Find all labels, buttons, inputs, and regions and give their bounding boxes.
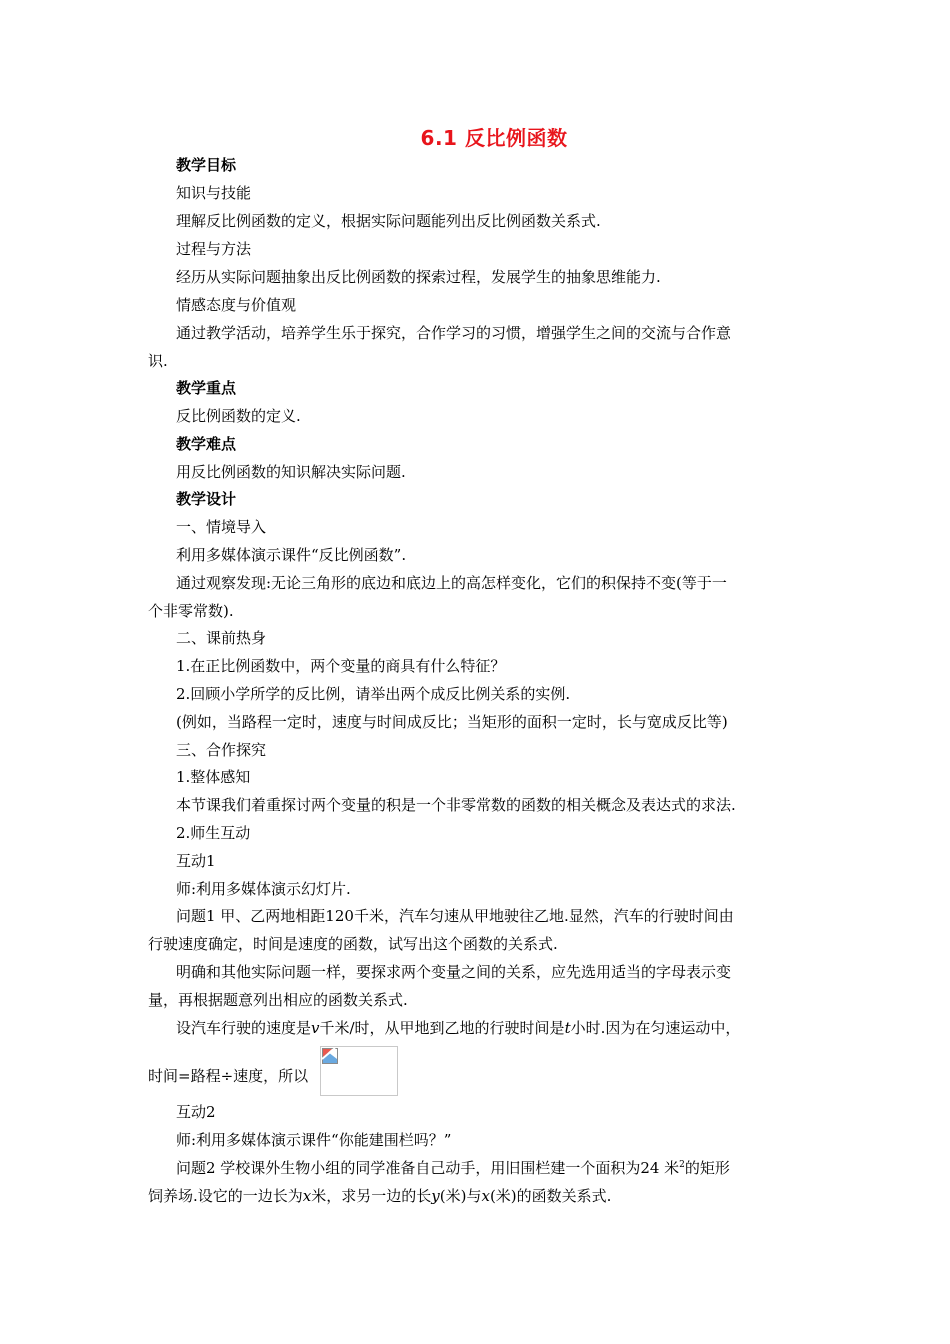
- heading-teaching-focus: 教学重点: [176, 379, 237, 397]
- page-title: 6.1 反比例函数: [420, 126, 568, 150]
- paragraph-continuation: [148, 1186, 611, 1206]
- paragraph: 理解反比例函数的定义，根据实际问题能列出反比例函数关系式.: [176, 212, 601, 230]
- text-run: 饲养场.设它的一边长为: [148, 1187, 303, 1205]
- section-heading: 二、课前热身: [176, 629, 267, 647]
- subheading-knowledge-skills: 知识与技能: [176, 184, 252, 202]
- variable-t: t: [564, 1019, 571, 1037]
- text-run: (米)的函数关系式.: [489, 1187, 612, 1205]
- paragraph: 通过教学活动，培养学生乐于探究，合作学习的习惯，增强学生之间的交流与合作意: [176, 324, 732, 342]
- section-heading: 三、合作探究: [176, 741, 267, 759]
- list-item: 1.整体感知: [176, 768, 251, 786]
- paragraph: 用反比例函数的知识解决实际问题.: [176, 463, 406, 481]
- subheading: 互动2: [176, 1103, 216, 1121]
- variable-x: x: [481, 1187, 490, 1205]
- heading-teaching-difficulty: 教学难点: [176, 435, 237, 453]
- paragraph: (例如，当路程一定时，速度与时间成反比；当矩形的面积一定时，长与宽成反比等): [176, 713, 728, 731]
- paragraph: 经历从实际问题抽象出反比例函数的探索过程，发展学生的抽象思维能力.: [176, 268, 661, 286]
- section-heading: 一、情境导入: [176, 518, 267, 536]
- variable-x: x: [302, 1187, 312, 1205]
- paragraph-continuation: 个非零常数).: [148, 602, 234, 620]
- paragraph: 师:利用多媒体演示幻灯片.: [176, 880, 351, 898]
- subheading: 互动1: [176, 852, 216, 870]
- broken-image-icon: [322, 1048, 338, 1064]
- subheading-emotion-values: 情感态度与价值观: [176, 296, 297, 314]
- heading-teaching-design: 教学设计: [176, 490, 237, 508]
- paragraph-continuation: 行驶速度确定，时间是速度的函数，试写出这个函数的关系式.: [148, 935, 558, 953]
- superscript: 2: [679, 1160, 685, 1170]
- paragraph: 利用多媒体演示课件“反比例函数”.: [176, 546, 407, 564]
- list-item: 2.师生互动: [176, 824, 251, 842]
- text-run: 米，求另一边的长: [311, 1187, 432, 1205]
- paragraph: [176, 1018, 740, 1038]
- text-run: 小时.因为在匀速运动中，: [570, 1019, 741, 1037]
- text-run: 的矩形: [684, 1159, 730, 1177]
- list-item: 2.回顾小学所学的反比例，请举出两个成反比例关系的实例.: [176, 685, 571, 703]
- paragraph: [176, 1158, 730, 1178]
- paragraph: 师:利用多媒体演示课件“你能建围栏吗？”: [176, 1131, 452, 1149]
- text-run: 问题2 学校课外生物小组的同学准备自己动手，用旧围栏建一个面积为24 米: [176, 1159, 680, 1177]
- list-item: 1.在正比例函数中，两个变量的商具有什么特征？: [176, 657, 506, 675]
- paragraph-continuation: 识.: [148, 352, 168, 370]
- text-run: 设汽车行驶的速度是: [176, 1019, 312, 1037]
- paragraph-continuation: 时间=路程÷速度，所以: [148, 1067, 309, 1085]
- paragraph: 问题1 甲、乙两地相距120千米，汽车匀速从甲地驶往乙地.显然，汽车的行驶时间由: [176, 907, 734, 925]
- text-run: 千米/时，从甲地到乙地的行驶时间是: [319, 1019, 565, 1037]
- formula-image-placeholder: [320, 1046, 398, 1096]
- paragraph: 通过观察发现:无论三角形的底边和底边上的高怎样变化，它们的积保持不变(等于一: [176, 574, 727, 592]
- paragraph: 反比例函数的定义.: [176, 407, 301, 425]
- text-run: (米)与: [439, 1187, 482, 1205]
- paragraph: 本节课我们着重探讨两个变量的积是一个非零常数的函数的相关概念及表达式的求法.: [176, 796, 736, 814]
- subheading-process-method: 过程与方法: [176, 240, 252, 258]
- paragraph: 明确和其他实际问题一样，要探求两个变量之间的关系，应先选用适当的字母表示变: [176, 963, 732, 981]
- variable-v: v: [311, 1019, 320, 1037]
- paragraph-continuation: 量，再根据题意列出相应的函数关系式.: [148, 991, 408, 1009]
- variable-y: y: [431, 1187, 440, 1205]
- heading-teaching-goals: 教学目标: [176, 156, 237, 174]
